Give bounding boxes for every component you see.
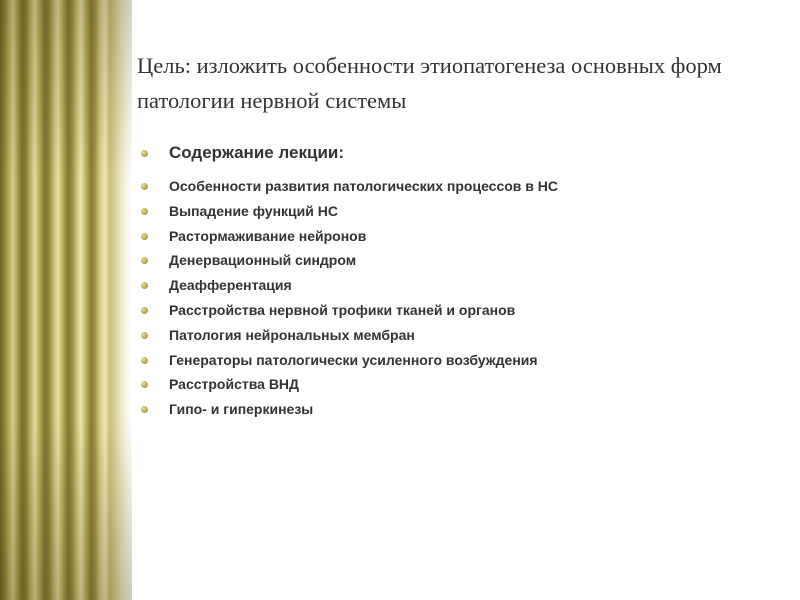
list-item xyxy=(137,224,787,249)
list-item-text: Расстройства ВНД xyxy=(169,376,300,393)
list-heading-text: Содержание лекции: xyxy=(169,143,345,162)
bullet-icon xyxy=(141,282,148,289)
list-item xyxy=(137,174,787,199)
bullet-icon xyxy=(141,233,148,240)
lecture-contents-list xyxy=(137,139,787,422)
list-item-text: Патология нейрональных мембран xyxy=(169,326,415,343)
bullet-icon xyxy=(141,381,148,388)
bullet-icon xyxy=(141,208,148,215)
list-item xyxy=(137,248,787,273)
list-item xyxy=(137,273,787,298)
list-item-text: Расстройства нервной трофики тканей и органов xyxy=(169,301,516,318)
bullet-icon xyxy=(141,150,148,157)
bullet-icon xyxy=(141,332,148,339)
bullet-icon xyxy=(141,307,148,314)
list-item xyxy=(137,348,787,373)
list-item xyxy=(137,298,787,323)
list-heading xyxy=(137,139,787,174)
list-item xyxy=(137,397,787,422)
list-item xyxy=(137,199,787,224)
slide-title: Цель: изложить особенности этиопатогенеза основных форм патологии нервной системы xyxy=(137,53,722,113)
list-item-text: Выпадение функций НС xyxy=(169,202,338,219)
bullet-icon xyxy=(141,183,148,190)
list-item xyxy=(137,323,787,348)
list-item-text: Генераторы патологически усиленного возбуждения xyxy=(169,351,538,368)
list-item-text: Особенности развития патологических процессов в НС xyxy=(169,178,559,194)
bullet-icon xyxy=(141,257,148,264)
list-item-text: Деафферентация xyxy=(169,277,292,294)
bullet-icon xyxy=(141,406,148,413)
list-item-text: Денервационный синдром xyxy=(169,252,357,269)
list-item-text: Растормаживание нейронов xyxy=(169,227,367,244)
list-item-text: Гипо- и гиперкинезы xyxy=(169,401,314,418)
bullet-icon xyxy=(141,357,148,364)
list-item xyxy=(137,372,787,397)
curtain-shade xyxy=(0,0,132,600)
